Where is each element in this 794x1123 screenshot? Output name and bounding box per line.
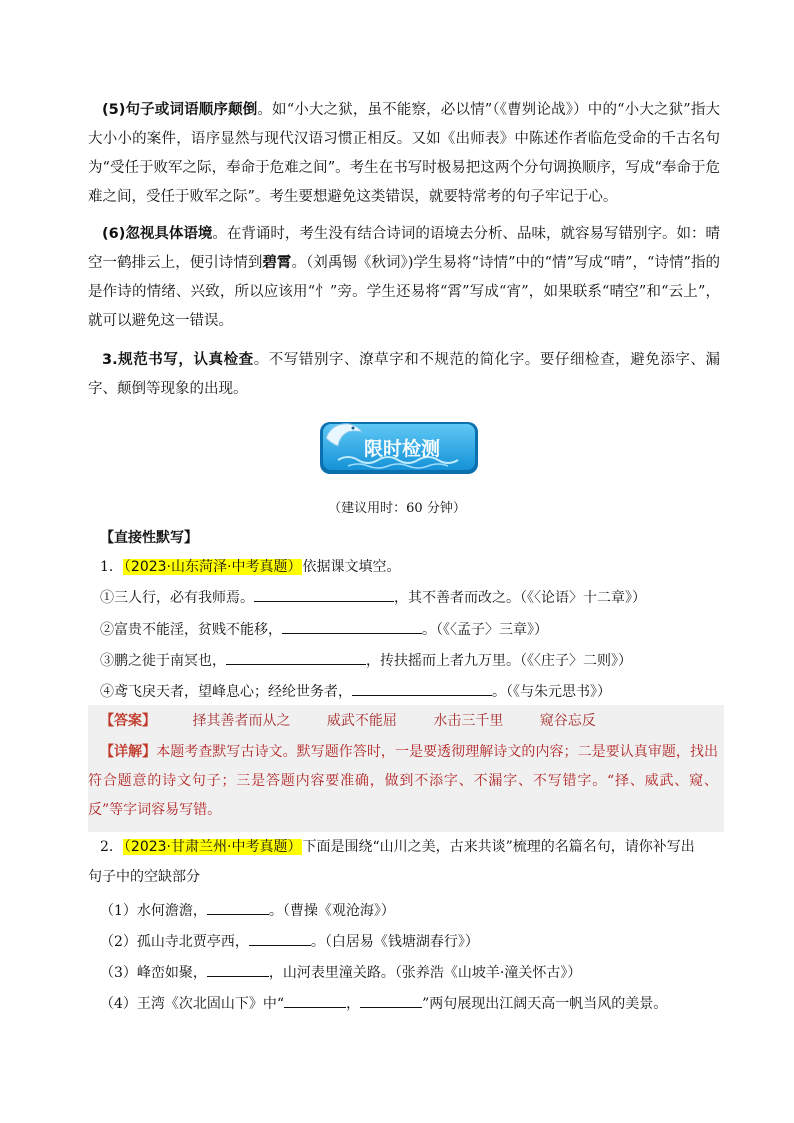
q2-item-1-pre: （1）水何澹澹， [100, 903, 207, 919]
answer-blank[interactable] [207, 899, 269, 915]
paragraph-6 [88, 220, 720, 336]
detail-label: 【详解】 [100, 744, 157, 760]
q2-header [100, 836, 695, 858]
answer-blank[interactable] [207, 961, 269, 977]
detail-text: 本题考查默写古诗文。默写题作答时，一是要透彻理解诗文的内容；二是要认真审题，找出符合题意的诗文句子；三是答题内容要准确，做到不添字、不漏字、不写错字。“择、威武、窥、反”等字词容易写错。 [88, 744, 718, 818]
q2-prompt-1: 下面是围绕“山川之美，古来共谈”梳理的名篇名句，请你补写出 [302, 839, 695, 855]
q2-item-4-pre: （4）王湾《次北固山下》中“ [100, 996, 285, 1012]
q1-item-1 [100, 586, 646, 609]
section-title: 【直接性默写】 [100, 530, 198, 546]
q1-number: 1． [100, 559, 123, 575]
q1-source-tag: （2023·山东菏泽·中考真题） [123, 559, 302, 575]
paragraph-3 [88, 346, 720, 404]
paragraph-3-heading: 3.规范书写，认真检查 [102, 352, 254, 368]
answer-item-2: 威武不能屈 [326, 713, 397, 729]
q2-number: 2． [100, 839, 123, 855]
paragraph-6-bold-word: 碧霄 [262, 255, 292, 271]
answer-line [100, 710, 596, 732]
answer-blank[interactable] [249, 930, 311, 946]
paragraph-6-body-cont: 。（刘禹锡《秋词》)学生易将“诗情”中的“情”写成“晴”，“诗情”指的是作诗的情绪、兴致，所以应该用“忄”旁。学生还易将“霄”写成“宵”，如果联系“晴空”和“云上”，就可以避免这一错误。 [88, 255, 721, 329]
answer-box [88, 705, 724, 832]
q2-item-1 [100, 899, 395, 922]
timed-test-badge [318, 418, 480, 476]
q2-item-1-post: 。（曹操《观沧海》） [268, 903, 395, 919]
badge-label: 限时检测 [363, 438, 441, 460]
q2-item-2-post: 。（白居易《钱塘湖春行》） [310, 934, 479, 950]
q2-prompt-2: 句子中的空缺部分 [88, 869, 200, 885]
q2-item-4-post: ”两句展现出江阔天高一帆当风的美景。 [422, 996, 668, 1012]
q1-item-4 [100, 680, 611, 703]
paragraph-5-body: 。如“小大之狱，虽不能察，必以情”（《曹刿论战》）中的“小大之狱”指大大小小的案件，语序显然与现代汉语习惯正相反。又如《出师表》中陈述作者临危受命的千古名句为“受任于败军之际，奉命于危难之间”。考生在书写时极易把这两个分句调换顺序，写成“奉命于危难之间，受任于败军之际”。考生要想避免这类错误，就要特常考的句子牢记于心。 [88, 102, 721, 205]
answer-blank[interactable] [282, 618, 422, 634]
q2-item-4-mid: ， [346, 996, 361, 1012]
q2-item-2-pre: （2）孤山寺北贾亭西， [100, 934, 249, 950]
q1-item-1-pre: ①三人行，必有我师焉。 [100, 590, 254, 606]
answer-blank[interactable] [254, 586, 394, 602]
answer-blank[interactable] [360, 992, 422, 1008]
q1-prompt: 依据课文填空。 [302, 559, 401, 575]
q1-header [100, 556, 400, 578]
q1-item-2-pre: ②富贵不能淫，贫贱不能移， [100, 622, 282, 638]
answer-item-4: 窥谷忘反 [539, 713, 596, 729]
paragraph-5 [88, 96, 720, 212]
q1-item-3 [100, 649, 632, 672]
suggested-time: （建议用时：60 分钟） [328, 501, 466, 516]
q1-item-1-post: ，其不善者而改之。（《〈论语〉十二章》） [394, 590, 646, 606]
q2-item-3-pre: （3）峰峦如聚， [100, 965, 207, 981]
q1-item-2 [100, 618, 548, 641]
q1-item-4-pre: ④鸢飞戾天者，望峰息心；经纶世务者， [100, 684, 352, 700]
q1-item-4-post: 。（《与朱元思书》） [492, 684, 611, 700]
q1-item-3-post: ，抟扶摇而上者九万里。（《〈庄子〉二则》） [366, 653, 632, 669]
answer-blank[interactable] [284, 992, 346, 1008]
answer-label: 【答案】 [100, 713, 156, 729]
answer-item-3: 水击三千里 [433, 713, 504, 729]
detail-paragraph [88, 738, 718, 825]
q2-prompt-line-2 [88, 866, 200, 888]
answer-blank[interactable] [352, 680, 492, 696]
paragraph-6-body: 。在背诵时，考生没有结合诗词的语境去分析、品味，就容易写错别字。如：晴空一鹤排云上，便引诗情到 [88, 226, 721, 271]
q2-source-tag: （2023·甘肃兰州·中考真题） [123, 839, 302, 855]
paragraph-5-heading: (5)句子或词语顺序颠倒 [102, 102, 258, 118]
q2-item-3 [100, 961, 581, 984]
paragraph-6-heading: (6)忽视具体语境 [102, 226, 213, 242]
answer-blank[interactable] [226, 649, 366, 665]
q2-item-3-post: ，山河表里潼关路。（张养浩《山坡羊·潼关怀古》） [268, 965, 582, 981]
paragraph-3-body: 。不写错别字、潦草字和不规范的简化字。要仔细检查，避免添字、漏字、颠倒等现象的出现。 [88, 352, 720, 397]
badge-graphic [318, 418, 480, 476]
answer-item-1: 择其善者而从之 [192, 713, 291, 729]
q2-item-2 [100, 930, 479, 953]
q1-item-2-post: 。（《〈孟子〉三章》） [422, 622, 548, 638]
q2-item-4 [100, 992, 667, 1015]
q1-item-3-pre: ③鹏之徙于南冥也， [100, 653, 226, 669]
